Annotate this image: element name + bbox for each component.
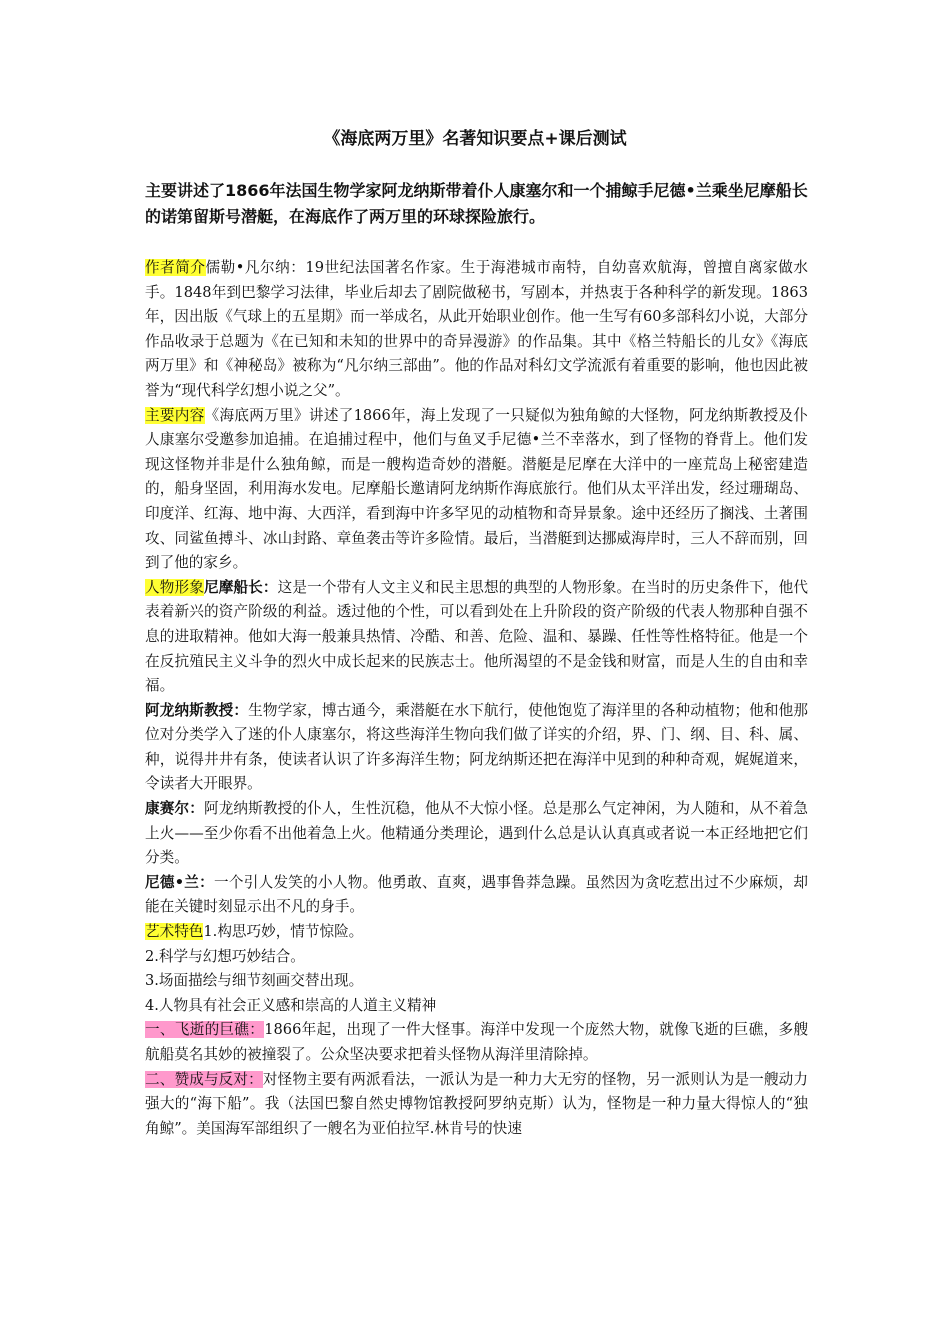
ned-name: 尼德•兰： [145, 873, 215, 891]
chapter2-text: 对怪物主要有两派看法，一派认为是一种力大无穷的怪物，另一派则认为是一艘动力强大的“海下船”。我（法国巴黎自然史博物馆教授阿罗纳克斯）认为，怪物是一种力量大得惊人的“独角鲸”。美国海军部组织了一艘名为亚伯拉罕.林肯号的快速 [145, 1070, 808, 1137]
aronnax-paragraph [145, 699, 808, 797]
document-body [145, 256, 808, 1141]
chapter2-label: 二、赞成与反对： [145, 1070, 263, 1088]
art-item-1 [145, 920, 808, 945]
art-item-2: 2.科学与幻想巧妙结合。 [145, 947, 305, 965]
author-paragraph [145, 256, 808, 404]
nemo-text: 这是一个带有人文主义和民主思想的典型的人物形象。在当时的历史条件下，他代表着新兴的资产阶级的利益。透过他的个性，可以看到处在上升阶段的资产阶级的代表人物那种自强不息的进取精神。他如大海一般兼具热情、冷酷、和善、危险、温和、暴躁、任性等性格特征。他是一个在反抗殖民主义斗争的烈火中成长起来的民族志士。他所渴望的不是金钱和财富，而是人生的自由和幸福。 [145, 578, 808, 695]
characters-label: 人物形象 [145, 578, 204, 596]
content-text: 《海底两万里》讲述了1866年，海上发现了一只疑似为独角鲸的大怪物，阿龙纳斯教授及仆人康塞尔受邀参加追捕。在追捕过程中，他们与鱼叉手尼德•兰不幸落水，到了怪物的脊背上。他们发现这怪物并非是什么独角鲸，而是一艘构造奇妙的潜艇。潜艇是尼摩在大洋中的一座荒岛上秘密建造的，船身坚固，利用海水发电。尼摩船长邀请阿龙纳斯作海底旅行。他们从太平洋出发，经过珊瑚岛、印度洋、红海、地中海、大西洋，看到海中许多罕见的动植物和奇异景象。途中还经历了搁浅、土著围攻、同鲨鱼搏斗、冰山封路、章鱼袭击等许多险情。最后，当潜艇到达挪威海岸时，三人不辞而别，回到了他的家乡。 [145, 406, 808, 572]
ned-paragraph [145, 871, 808, 920]
author-text: 儒勒•凡尔纳：19世纪法国著名作家。生于海港城市南特，自幼喜欢航海，曾擅自离家做水手。1848年到巴黎学习法律，毕业后却去了剧院做秘书，写剧本，并热衷于各种科学的新发现。1863年，因出版《气球上的五星期》而一举成名，从此开始职业创作。他一生写有60多部科幻小说，大部分作品收录于总题为《在已知和未知的世界中的奇异漫游》的作品集。其中《格兰特船长的儿女》《海底两万里》和《神秘岛》被称为“凡尔纳三部曲”。他的作品对科幻文学流派有着重要的影响，他也因此被誉为“现代科学幻想小说之父”。 [145, 259, 808, 399]
aronnax-text: 生物学家，博古通今，乘潜艇在水下航行，使他饱览了海洋里的各种动植物；他和他那位对分类学入了迷的仆人康塞尔，将这些海洋生物向我们做了详实的介绍，界、门、纲、目、科、属、种，说得井井有条，使读者认识了许多海洋生物；阿龙纳斯还把在海洋中见到的种种奇观，娓娓道来，令读者大开眼界。 [145, 701, 808, 793]
nemo-paragraph [145, 576, 808, 699]
author-label: 作者简介 [145, 259, 206, 276]
art-item-4: 4.人物具有社会正义感和崇高的人道主义精神 [145, 996, 437, 1014]
summary-paragraph: 主要讲述了1866年法国生物学家阿龙纳斯带着仆人康塞尔和一个捕鲸手尼德•兰乘坐尼摩船长的诺第留斯号潜艇，在海底作了两万里的环球探险旅行。 [145, 181, 808, 226]
chapter1-text: 1866年起，出现了一件大怪事。海洋中发现一个庞然大物，就像飞逝的巨礁，多艘航船莫名其妙的被撞裂了。公众坚决要求把着头怪物从海洋里清除掉。 [145, 1021, 808, 1063]
chapter1-paragraph [145, 1018, 808, 1067]
content-label: 主要内容 [145, 406, 205, 424]
nemo-name: 尼摩船长： [203, 578, 278, 596]
art-label: 艺术特色 [145, 923, 204, 941]
art-item-3: 3.场面描绘与细节刻画交替出现。 [145, 972, 364, 990]
conseil-name: 康赛尔： [145, 800, 204, 818]
conseil-text: 阿龙纳斯教授的仆人，生性沉稳，他从不大惊小怪。总是那么气定神闲，为人随和，从不着急上火——至少你看不出他着急上火。他精通分类理论，遇到什么总是认认真真或者说一本正经地把它们分类。 [145, 800, 808, 867]
aronnax-name: 阿龙纳斯教授： [145, 701, 249, 719]
ned-text: 一个引人发笑的小人物。他勇敢、直爽，遇事鲁莽急躁。虽然因为贪吃惹出过不少麻烦，却能在关键时刻显示出不凡的身手。 [145, 873, 808, 916]
content-paragraph [145, 404, 808, 576]
art-item-text: 1.构思巧妙，情节惊险。 [203, 923, 364, 941]
conseil-paragraph [145, 797, 808, 871]
chapter1-label: 一、飞逝的巨礁： [145, 1021, 265, 1039]
document-title: 《海底两万里》名著知识要点+课后测试 [323, 129, 627, 149]
chapter2-paragraph [145, 1068, 808, 1142]
